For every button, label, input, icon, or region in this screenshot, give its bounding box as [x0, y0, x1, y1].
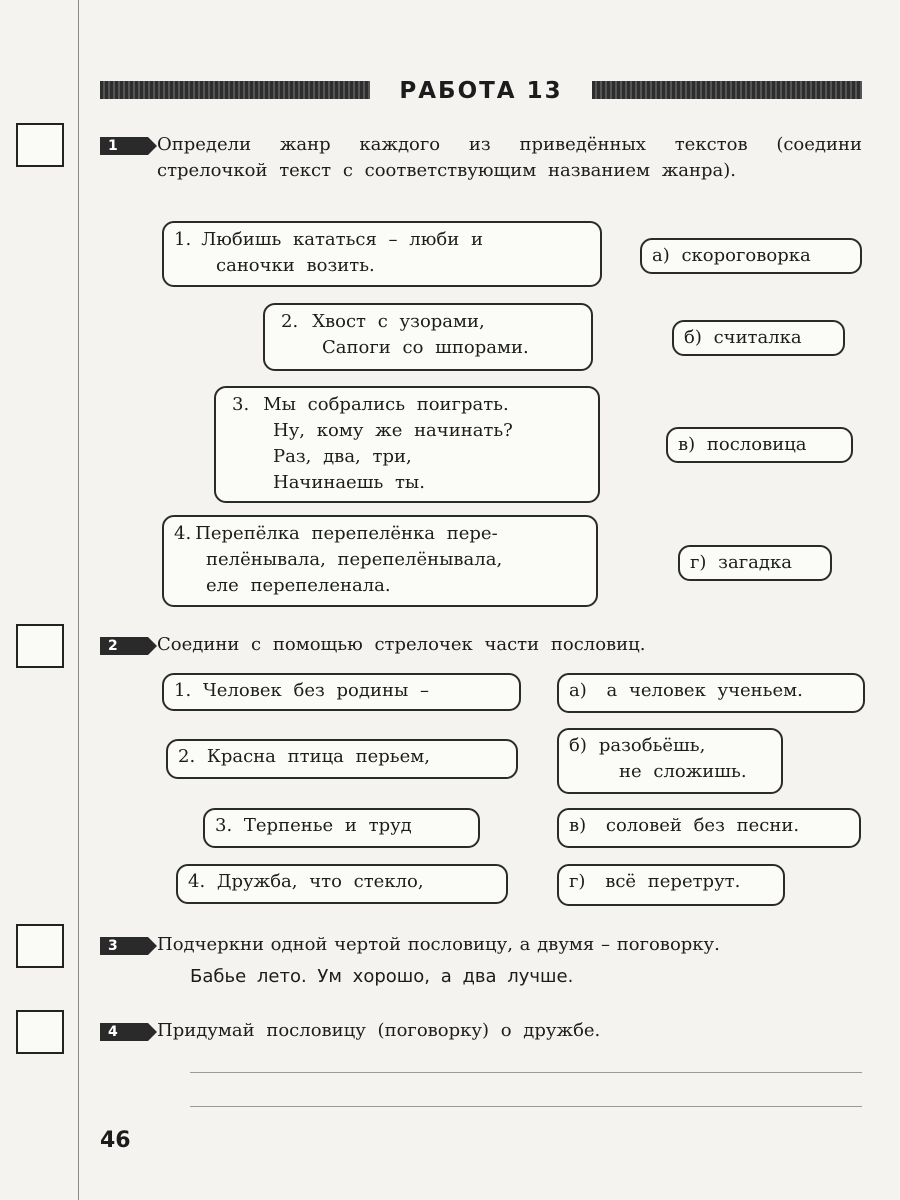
text-card-4[interactable] [162, 515, 598, 607]
genre-option-d[interactable]: г) загадка [678, 545, 832, 581]
score-box-task4[interactable] [16, 1010, 64, 1054]
proverb-end-c-label: в) [569, 815, 587, 836]
worksheet-header [100, 76, 862, 106]
text-card-3-line-1: Мы собрались поиграть. [263, 394, 509, 415]
task-4-instruction: Придумай пословицу (поговорку) о дружбе. [157, 1020, 601, 1041]
task-1-number: 1 [100, 137, 148, 155]
header-bar-left [100, 81, 370, 99]
text-card-4-line-2: пелёнывала, перепелёнывала, [206, 549, 503, 570]
task-2-number: 2 [100, 637, 148, 655]
text-card-2[interactable] [263, 303, 593, 371]
text-card-2-num: 2. [281, 311, 299, 332]
proverb-end-d-text: всё перетрут. [605, 871, 741, 892]
text-card-3[interactable] [214, 386, 600, 503]
text-card-3-num: 3. [232, 394, 250, 415]
proverb-end-c[interactable] [557, 808, 861, 848]
proverb-end-b-line-2: не сложишь. [619, 761, 747, 782]
task-3-sample-text[interactable]: Бабье лето. Ум хорошо, а два лучше. [190, 966, 574, 987]
task-3-number: 3 [100, 937, 148, 955]
text-card-4-line-1: Перепёлка перепелёнка пере- [195, 523, 498, 544]
proverb-end-a-text: а человек ученьем. [606, 680, 803, 701]
text-card-2-line-1: Хвост с узорами, [312, 311, 485, 332]
genre-option-b[interactable]: б) считалка [672, 320, 845, 356]
text-card-3-line-3: Раз, два, три, [273, 446, 412, 467]
answer-line-1[interactable] [190, 1072, 862, 1073]
text-card-4-line-3: еле перепеленала. [206, 575, 391, 596]
page-number: 46 [100, 1128, 131, 1153]
genre-option-a[interactable]: а) скороговорка [640, 238, 862, 274]
header-bar-right [592, 81, 862, 99]
proverb-end-b[interactable] [557, 728, 783, 794]
text-card-3-line-4: Начинаешь ты. [273, 472, 425, 493]
text-card-3-line-2: Ну, кому же начинать? [273, 420, 513, 441]
proverb-end-a-label: а) [569, 680, 587, 701]
answer-line-2[interactable] [190, 1106, 862, 1107]
proverb-start-4[interactable]: 4. Дружба, что стекло, [176, 864, 508, 904]
page-title: РАБОТА 13 [399, 78, 563, 104]
task-1-instruction: Определи жанр каждого из приведённых текстов (соедини стрелочкой текст с соответствующим названием жанра). [157, 134, 862, 181]
proverb-start-2[interactable]: 2. Красна птица перьем, [166, 739, 518, 779]
proverb-end-b-line-1: разобьёшь, [598, 735, 706, 756]
text-card-2-line-2: Сапоги со шпорами. [322, 337, 529, 358]
task-4-number: 4 [100, 1023, 148, 1041]
score-box-task1[interactable] [16, 123, 64, 167]
proverb-end-a[interactable] [557, 673, 865, 713]
proverb-end-d-label: г) [569, 871, 586, 892]
text-card-1-num: 1. [174, 229, 192, 250]
text-card-1-line-2: саночки возить. [216, 255, 375, 276]
score-box-task2[interactable] [16, 624, 64, 668]
score-box-task3[interactable] [16, 924, 64, 968]
text-card-1-line-1: Любишь кататься – люби и [201, 229, 483, 250]
proverb-end-d[interactable] [557, 864, 785, 906]
task-3-instruction: Подчеркни одной чертой пословицу, а двумя – поговорку. [157, 934, 720, 955]
genre-option-c[interactable]: в) пословица [666, 427, 853, 463]
proverb-start-1[interactable]: 1. Человек без родины – [162, 673, 521, 711]
margin-line [78, 0, 79, 1200]
text-card-4-num: 4. [174, 523, 192, 544]
proverb-end-c-text: соловей без песни. [605, 815, 800, 836]
task-2-instruction: Соедини с помощью стрелочек части пословиц. [157, 634, 646, 655]
text-card-1[interactable] [162, 221, 602, 287]
proverb-start-3[interactable]: 3. Терпенье и труд [203, 808, 480, 848]
proverb-end-b-label: б) [569, 735, 587, 756]
